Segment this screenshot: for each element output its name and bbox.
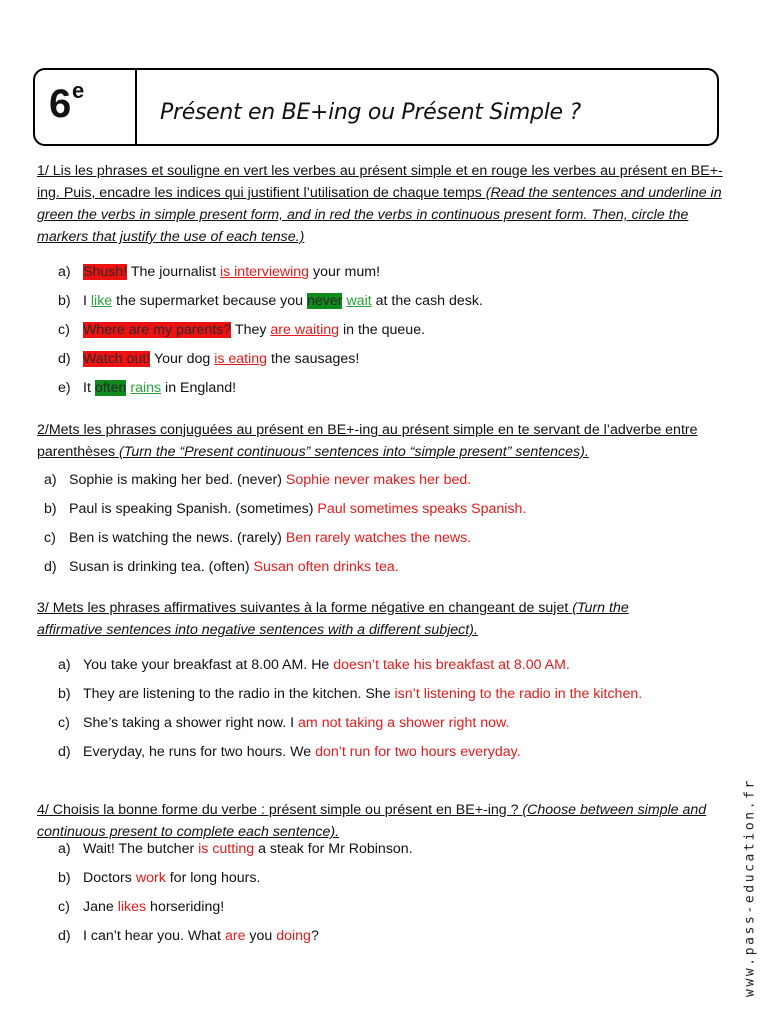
list-item: d) Everyday, he runs for two hours. We don’t run for two hours everyday.	[58, 744, 521, 760]
list-item: b) Paul is speaking Spanish. (sometimes) Paul sometimes speaks Spanish.	[44, 501, 527, 517]
grade-box	[35, 70, 137, 144]
page-title: Présent en BE+ing ou Présent Simple ?	[160, 100, 581, 125]
exercise-2-list	[44, 469, 526, 585]
list-item: a) Shush! The journalist is interviewing your mum!	[58, 264, 381, 280]
exercise-3-instruction: 3/ Mets les phrases affirmatives suivantes à la forme négative en changeant de sujet (Turn the affirmative sentences into negative sentences with a different subject).	[37, 600, 629, 638]
list-item: c) Ben is watching the news. (rarely) Ben rarely watches the news.	[44, 530, 472, 546]
exercise-4-list	[58, 838, 413, 954]
exercise-2-instruction: 2/Mets les phrases conjuguées au présent en BE+-ing au présent simple en te servant de l’adverbe entre parenthèses (Turn the “Present continuous” sentences into “simple present” sentences).	[37, 422, 698, 460]
list-item: c) Where are my parents? They are waiting in the queue.	[58, 322, 426, 338]
list-item: b) I like the supermarket because you never wait at the cash desk.	[58, 293, 483, 309]
worksheet-header	[33, 68, 719, 146]
grade-superscript: e	[72, 78, 85, 103]
list-item: a) Wait! The butcher is cutting a steak for Mr Robinson.	[58, 841, 413, 857]
exercise-3-list	[58, 654, 642, 770]
site-watermark	[740, 780, 760, 1000]
list-item: b) They are listening to the radio in the kitchen. She isn’t listening to the radio in the kitchen.	[58, 686, 643, 702]
list-item: c) Jane likes horseriding!	[58, 899, 225, 915]
exercise-4-instruction: 4/ Choisis la bonne forme du verbe : présent simple ou présent en BE+-ing ? (Choose between simple and continuous present to complete each sentence).	[37, 802, 707, 840]
grade-number: 6	[49, 82, 72, 126]
exercise-1-list	[58, 261, 483, 406]
list-item: d) I can’t hear you. What are you doing?	[58, 928, 319, 944]
list-item: b) Doctors work for long hours.	[58, 870, 261, 886]
list-item: a) You take your breakfast at 8.00 AM. He doesn’t take his breakfast at 8.00 AM.	[58, 657, 570, 673]
list-item: d) Susan is drinking tea. (often) Susan often drinks tea.	[44, 559, 399, 575]
list-item: d) Watch out! Your dog is eating the sausages!	[58, 351, 360, 367]
watermark-text: www.pass-education.fr	[742, 778, 758, 997]
list-item: c) She’s taking a shower right now. I am not taking a shower right now.	[58, 715, 510, 731]
list-item: e) It often rains in England!	[58, 380, 237, 396]
list-item: a) Sophie is making her bed. (never) Sophie never makes her bed.	[44, 472, 472, 488]
exercise-1-instruction: 1/ Lis les phrases et souligne en vert les verbes au présent simple et en rouge les verbes au présent en BE+-ing. Puis, encadre les indices qui justifient l’utilisation de chaque temps (Read the sentences and underline in green the verbs in simple present form, and in red the verbs in continuous present form. Then, circle the markers that justify the use of each tense.)	[37, 163, 723, 245]
